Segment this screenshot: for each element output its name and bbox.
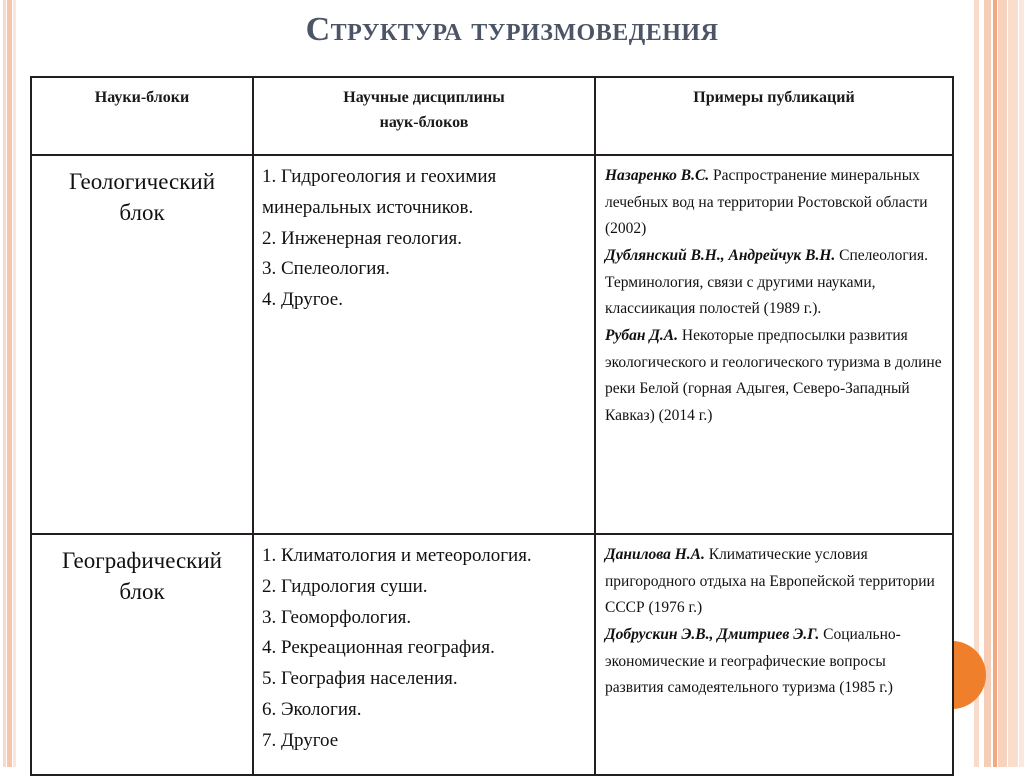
table-header <box>31 77 953 155</box>
publication-author: Дублянский В.Н., Андрейчук В.Н. <box>605 246 836 264</box>
decor-stripe-right-2 <box>984 0 991 767</box>
publication-author: Данилова Н.А. <box>605 546 705 563</box>
decor-stripe-right-3 <box>993 0 997 767</box>
structure-table-container <box>30 76 954 776</box>
table-row <box>31 534 953 775</box>
publication-text: Климатические условия пригородного отдыха на Европейской территории СССР (1976 г.) <box>605 546 935 617</box>
table-header-row <box>31 77 953 155</box>
disciplines-cell-geological <box>253 155 595 534</box>
discipline-item: 3. Спелеология. <box>262 258 390 280</box>
publication-text: Социально-экономические и географические вопросы развития самодеятельного туризма (1985 г.) <box>605 625 901 697</box>
publication-text: Спелеология. Терминология, связи с другими науками, классиикация полостей (1989 г.). <box>605 246 928 318</box>
publication-author: Добрускин Э.В., Дмитриев Э.Г. <box>605 625 820 643</box>
decor-stripe-left-3 <box>13 0 16 767</box>
column-header-disciplines-line1: Научные дисциплины <box>343 89 505 106</box>
discipline-item: 5. География населения. <box>262 668 458 690</box>
block-name-line1: Географический <box>62 548 222 573</box>
discipline-item: 3. Геоморфология. <box>262 606 412 628</box>
discipline-item: минеральных источников. <box>262 196 474 218</box>
publications-cell-geological <box>595 155 953 534</box>
discipline-item: 7. Другое <box>262 729 339 751</box>
discipline-item: 4. Другое. <box>262 289 343 311</box>
decor-stripe-right-6 <box>1019 0 1024 767</box>
publication-author: Назаренко В.С. <box>605 167 710 184</box>
block-name-line1: Геологический <box>68 169 216 194</box>
column-header-blocks-label: Науки-блоки <box>94 89 190 106</box>
block-name-line2: блок <box>119 200 165 226</box>
column-header-disciplines-line2: наук-блоков <box>379 113 469 131</box>
block-name-line2: блок <box>119 579 165 605</box>
disciplines-cell-geographical <box>253 534 595 775</box>
publication-entry <box>605 323 944 430</box>
publication-text: Некоторые предпосылки развития экологического и геологического туризма в долине реки Белой (горная Адыгея, Северо-Западный Кавказ) (2014 г.) <box>605 326 942 424</box>
structure-table <box>30 76 954 776</box>
publication-author: Рубан Д.А. <box>605 326 678 344</box>
discipline-item: 1. Климатология и метеорология. <box>262 545 532 566</box>
decor-stripe-right-4 <box>998 0 1007 767</box>
column-header-blocks <box>31 77 253 155</box>
block-name-cell-geographical <box>31 534 253 775</box>
column-header-publications <box>595 77 953 155</box>
publication-text: Распространение минеральных лечебных вод на территории Ростовской области (2002) <box>605 167 928 238</box>
decor-stripe-left-1 <box>3 0 6 767</box>
column-header-disciplines <box>253 77 595 155</box>
table-row <box>31 155 953 534</box>
table-body <box>31 155 953 775</box>
discipline-item: 2. Инженерная геология. <box>262 227 463 249</box>
publication-entry <box>605 243 944 323</box>
discipline-item: 6. Экология. <box>262 698 362 720</box>
publication-entry <box>605 542 944 622</box>
publication-entry <box>605 622 944 702</box>
discipline-item: 2. Гидрология суши. <box>262 575 428 597</box>
decor-stripe-right-5 <box>1008 0 1018 767</box>
discipline-item: 4. Рекреационная география. <box>262 637 495 659</box>
discipline-item: 1. Гидрогеология и геохимия <box>262 166 497 187</box>
decor-stripe-left-2 <box>7 0 12 767</box>
page-title: Структура туризмоведения <box>305 11 719 48</box>
block-name-cell-geological <box>31 155 253 534</box>
column-header-publications-label: Примеры публикаций <box>693 89 855 106</box>
publication-entry <box>605 163 944 243</box>
publications-cell-geographical <box>595 534 953 775</box>
